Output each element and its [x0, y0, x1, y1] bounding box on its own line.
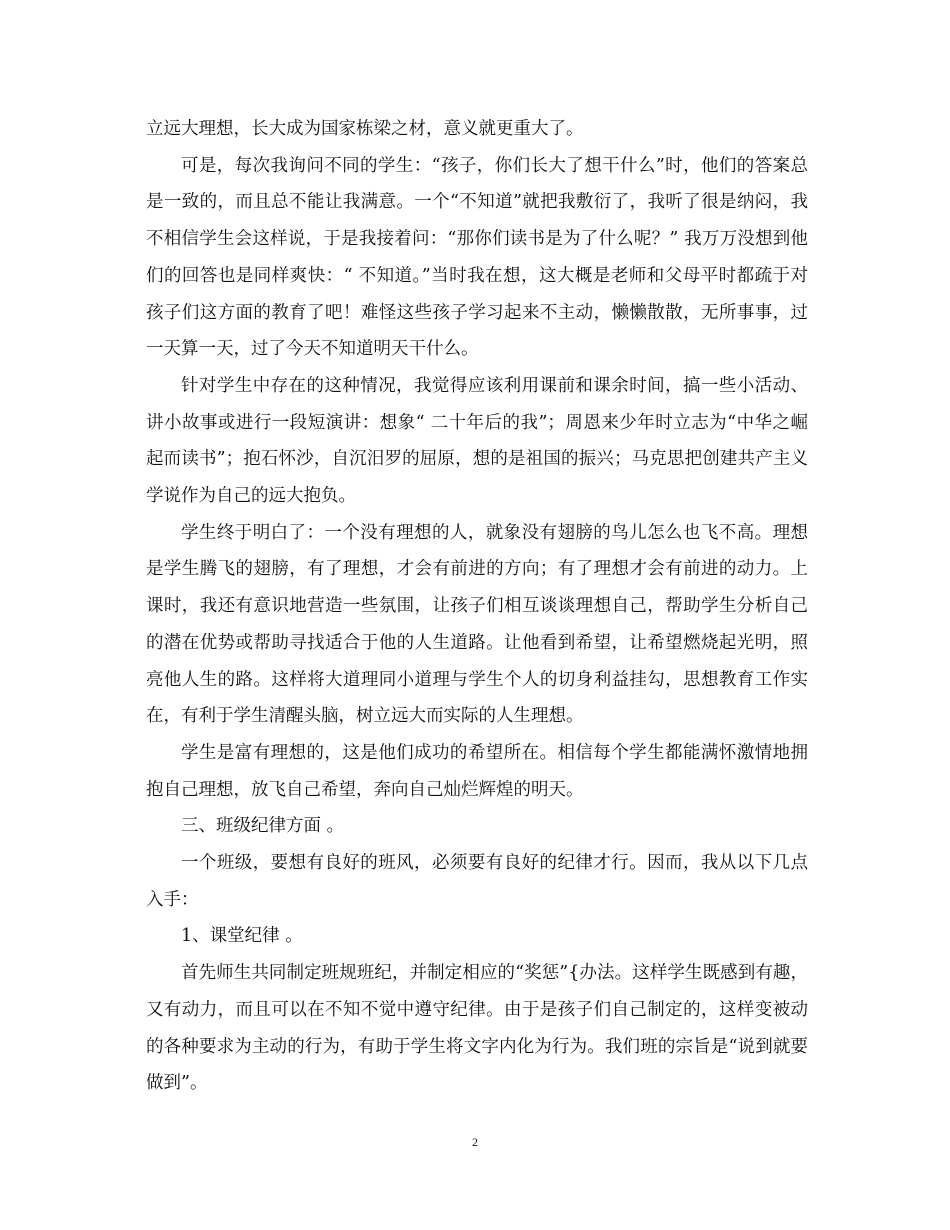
paragraph-2: 可是，每次我询问不同的学生：“孩子，你们长大了想干什么”时，他们的答案总是一致的，而且总不能让我满意。一个“不知道”就把我敷衍了，我听了很是纳闷，我不相信学生会这样说，于是我接着问：“那你们读书是为了什么呢？” 我万万没想到他们的回答也是同样爽快：“ 不知道。”当时我在想，这大概是老师和父母平时都疏于对孩子们这方面的教育了吧！难怪这些孩子学习起来不主动，懒懒散散，无所事事，过一天算一天，过了今天不知道明天干什么。	[146, 155, 808, 360]
document-body	[146, 111, 808, 1102]
paragraph-7: 一个班级，要想有良好的班风，必须要有良好的纪律才行。因而，我从以下几点入手：	[146, 853, 808, 910]
subheading-classroom-discipline: 1、课堂纪律 。	[181, 926, 303, 947]
paragraph-3: 针对学生中存在的这种情况，我觉得应该利用课前和课余时间，搞一些小活动、讲小故事或进行一段短演讲：想象“ 二十年后的我”；周恩来少年时立志为“中华之崛起而读书”；抱石怀沙，自沉汨罗的屈原，想的是祖国的振兴；马克思把创建共产主义学说作为自己的远大抱负。	[146, 375, 808, 507]
paragraph-5: 学生是富有理想的，这是他们成功的希望所在。相信每个学生都能满怀激情地拥抱自己理想，放飞自己希望，奔向自己灿烂辉煌的明天。	[146, 742, 808, 800]
paragraph-4: 学生终于明白了：一个没有理想的人，就象没有翅膀的鸟儿怎么也飞不高。理想是学生腾飞的翅膀，有了理想，才会有前进的方向；有了理想才会有前进的动力。上课时，我还有意识地营造一些氛围，让孩子们相互谈谈理想自己，帮助学生分析自己的潜在优势或帮助寻找适合于他的人生道路。让他看到希望，让希望燃烧起光明，照亮他人生的路。这样将大道理同小道理与学生个人的切身利益挂勾，思想教育工作实在，有利于学生清醒头脑，树立远大而实际的人生理想。	[146, 522, 808, 727]
paragraph-9: 首先师生共同制定班规班纪，并制定相应的“奖惩”{办法。这样学生既感到有趣，又有动力，而且可以在不知不觉中遵守纪律。由于是孩子们自己制定的，这样变被动的各种要求为主动的行为，有助于学生将文字内化为行为。我们班的宗旨是“说到就要做到”。	[146, 963, 808, 1094]
section-heading-class-discipline: 三、班级纪律方面 。	[181, 816, 345, 837]
paragraph-1: 立远大理想，长大成为国家栋梁之材，意义就更重大了。	[146, 119, 584, 139]
page-number: 2	[472, 1135, 478, 1149]
